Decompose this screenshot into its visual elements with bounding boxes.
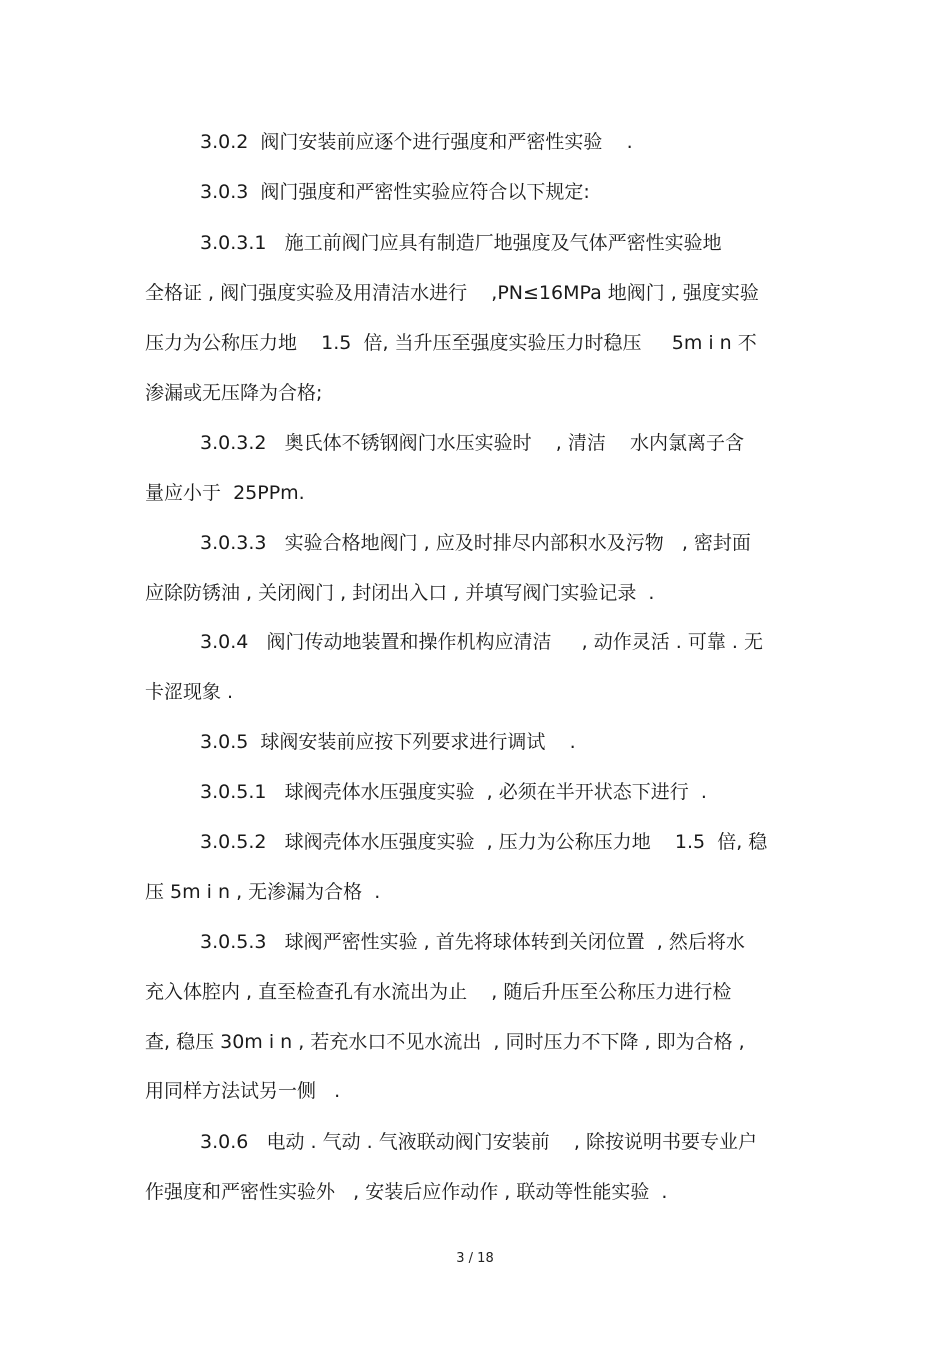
text-line: 3.0.3.3 实验合格地阀门 , 应及时排尽内部积水及污物 , 密封面 bbox=[200, 532, 751, 554]
text-line: 作强度和严密性实验外 , 安装后应作动作 , 联动等性能实验 . bbox=[145, 1181, 668, 1203]
text-line: 3.0.3.1 施工前阀门应具有制造厂地强度及气体严密性实验地 bbox=[200, 232, 722, 254]
text-line: 查, 稳压 30m i n , 若充水口不见水流出 , 同时压力不下降 , 即为合格 , bbox=[145, 1031, 745, 1053]
text-line: 3.0.2 阀门安装前应逐个进行强度和严密性实验 . bbox=[200, 131, 633, 153]
text-line: 量应小于 25PPm. bbox=[145, 482, 305, 504]
text-line: 压力为公称压力地 1.5 倍, 当升压至强度实验压力时稳压 5m i n 不 bbox=[145, 332, 757, 354]
text-line: 3.0.5.1 球阀壳体水压强度实验 , 必须在半开状态下进行 . bbox=[200, 781, 707, 803]
text-line: 全格证 , 阀门强度实验及用清洁水进行 ,PN≤16MPa 地阀门 , 强度实验 bbox=[145, 282, 759, 304]
text-line: 卡涩现象 . bbox=[145, 681, 234, 703]
text-line: 3.0.3.2 奥氏体不锈钢阀门水压实验时 , 清洁 水内氯离子含 bbox=[200, 432, 744, 454]
page-number: 3 / 18 bbox=[456, 1251, 494, 1266]
text-line: 充入体腔内 , 直至检查孔有水流出为止 , 随后升压至公称压力进行检 bbox=[145, 981, 732, 1003]
text-line: 渗漏或无压降为合格; bbox=[145, 382, 323, 404]
text-line: 应除防锈油 , 关闭阀门 , 封闭出入口 , 并填写阀门实验记录 . bbox=[145, 582, 655, 604]
text-line: 压 5m i n , 无渗漏为合格 . bbox=[145, 881, 381, 903]
text-line: 3.0.5.3 球阀严密性实验 , 首先将球体转到关闭位置 , 然后将水 bbox=[200, 931, 745, 953]
text-line: 3.0.5.2 球阀壳体水压强度实验 , 压力为公称压力地 1.5 倍, 稳 bbox=[200, 831, 768, 853]
text-line: 用同样方法试另一侧 . bbox=[145, 1080, 341, 1102]
text-line: 3.0.6 电动 . 气动 . 气液联动阀门安装前 , 除按说明书要专业户 bbox=[200, 1131, 757, 1153]
text-line: 3.0.4 阀门传动地装置和操作机构应清洁 , 动作灵活 . 可靠 . 无 bbox=[200, 631, 763, 653]
text-line: 3.0.3 阀门强度和严密性实验应符合以下规定: bbox=[200, 181, 590, 203]
text-line: 3.0.5 球阀安装前应按下列要求进行调试 . bbox=[200, 731, 576, 753]
